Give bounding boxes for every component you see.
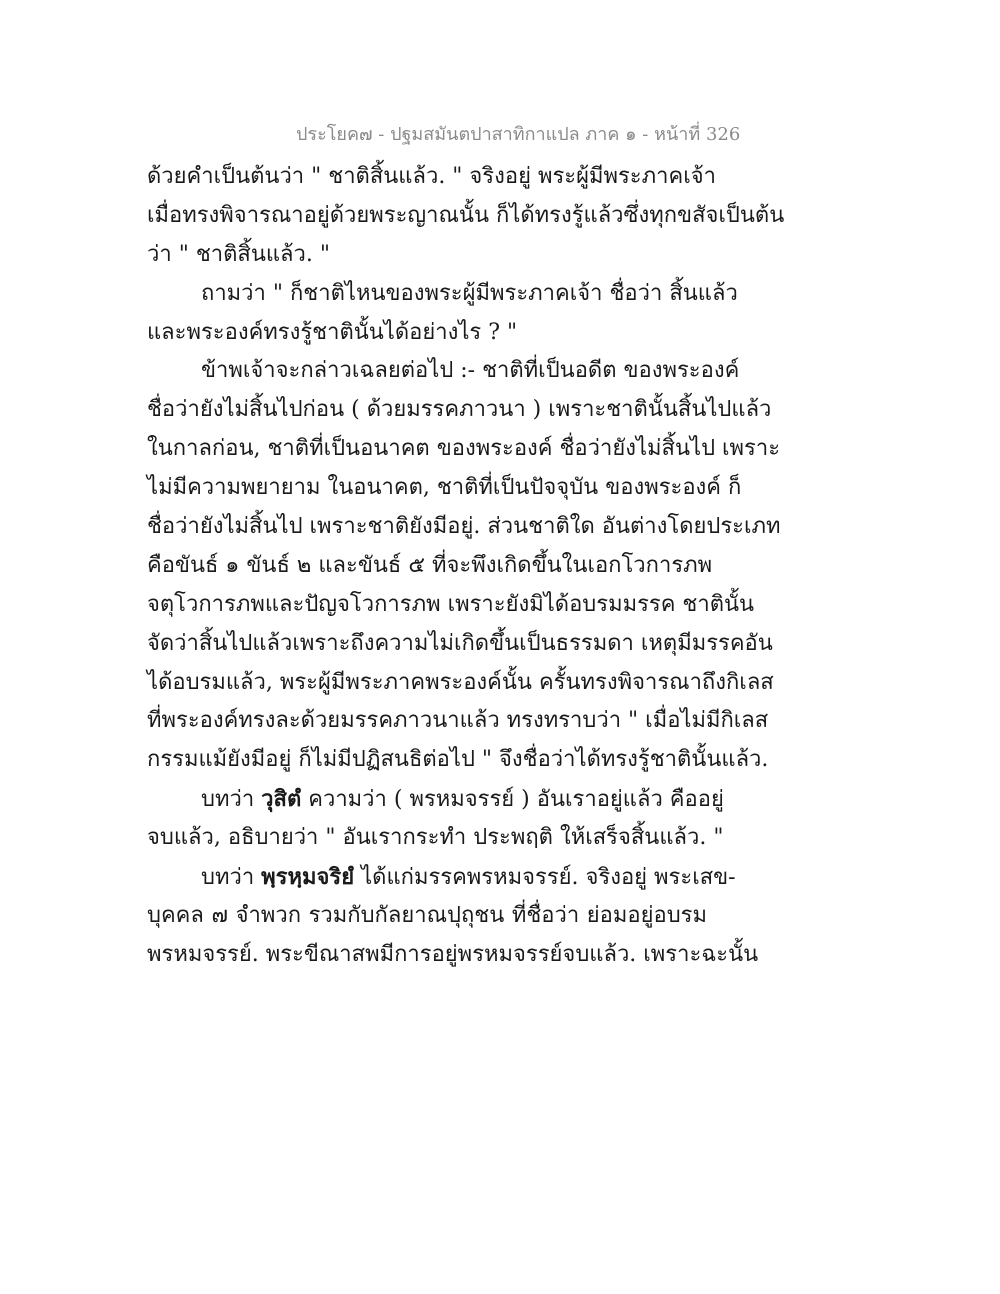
text-run: ได้แก่มรรคพรหมจรรย์. จริงอยู่ พระเสข-	[354, 865, 736, 891]
text-line: กรรมแม้ยังมีอยู่ ก็ไม่มีปฏิสนธิต่อไป " จึงชื่อว่าได้ทรงรู้ชาตินั้นแล้ว.	[147, 747, 769, 773]
pali-term: พฺรหฺมจริยํ	[261, 864, 355, 891]
text-run: บทว่า	[201, 865, 262, 891]
text-line: ด้วยคำเป็นต้นว่า " ชาติสิ้นแล้ว. " จริงอยู่ พระผู้มีพระภาคเจ้า	[147, 164, 716, 189]
text-line: ชื่อว่ายังไม่สิ้นไป เพราะชาติยังมีอยู่. ส่วนชาติใด อันต่างโดยประเภท	[147, 514, 781, 540]
text-line: พรหมจรรย์. พระขีณาสพมีการอยู่พรหมจรรย์จบแล้ว. เพราะฉะนั้น	[147, 941, 759, 967]
running-header: ประโยค๗ - ปฐมสมันตปาสาทิกาแปล ภาค ๑ - หน้าที่ 326	[296, 124, 741, 145]
text-line: ในกาลก่อน, ชาติที่เป็นอนาคต ของพระองค์ ชื่อว่ายังไม่สิ้นไป เพราะ	[147, 436, 781, 462]
body-text	[147, 158, 785, 975]
text-line: และพระองค์ทรงรู้ชาตินั้นได้อย่างไร ? "	[147, 319, 518, 345]
text-line: เมื่อทรงพิจารณาอยู่ด้วยพระญาณนั้น ก็ได้ทรงรู้แล้วซึ่งทุกขสัจเป็นต้น	[147, 202, 785, 228]
text-line: คือขันธ์ ๑ ขันธ์ ๒ และขันธ์ ๕ ที่จะพึงเกิดขึ้นในเอกโวการภพ	[147, 552, 713, 578]
text-line: ไม่มีความพยายาม ในอนาคต, ชาติที่เป็นปัจจุบัน ของพระองค์ ก็	[147, 475, 742, 501]
text-line: จัดว่าสิ้นไปแล้วเพราะถึงความไม่เกิดขึ้นเป็นธรรมดา เหตุมีมรรคอัน	[147, 630, 773, 656]
text-line: ที่พระองค์ทรงละด้วยมรรคภาวนาแล้ว ทรงทราบว่า " เมื่อไม่มีกิเลส	[147, 708, 769, 734]
text-line: จตุโวการภพและปัญจโวการภพ เพราะยังมิได้อบรมมรรค ชาตินั้น	[147, 591, 755, 617]
text-line-vusitam	[147, 780, 724, 819]
text-run: ความว่า ( พรหมจรรย์ ) อันเราอยู่แล้ว คืออยู่	[301, 787, 724, 813]
text-line: ว่า " ชาติสิ้นแล้ว. "	[147, 241, 330, 267]
text-line: บุคคล ๗ จำพวก รวมกับกัลยาณปุถุชน ที่ชื่อว่า ย่อมอยู่อบรม	[147, 902, 707, 928]
text-line: ชื่อว่ายังไม่สิ้นไปก่อน ( ด้วยมรรคภาวนา ) เพราะชาตินั้นสิ้นไปแล้ว	[147, 397, 772, 423]
text-line-brahmacariyam	[147, 858, 736, 897]
text-line: จบแล้ว, อธิบายว่า " อันเรากระทำ ประพฤติ ให้เสร็จสิ้นแล้ว. "	[147, 825, 724, 851]
pali-term: วุสิตํ	[261, 786, 302, 813]
text-line: ข้าพเจ้าจะกล่าวเฉลยต่อไป :- ชาติที่เป็นอดีต ของพระองค์	[201, 358, 740, 384]
text-run: บทว่า	[201, 787, 262, 813]
text-line: ถามว่า " ก็ชาติไหนของพระผู้มีพระภาคเจ้า ชื่อว่า สิ้นแล้ว	[201, 280, 738, 306]
text-line: ได้อบรมแล้ว, พระผู้มีพระภาคพระองค์นั้น ครั้นทรงพิจารณาถึงกิเลส	[147, 669, 774, 695]
